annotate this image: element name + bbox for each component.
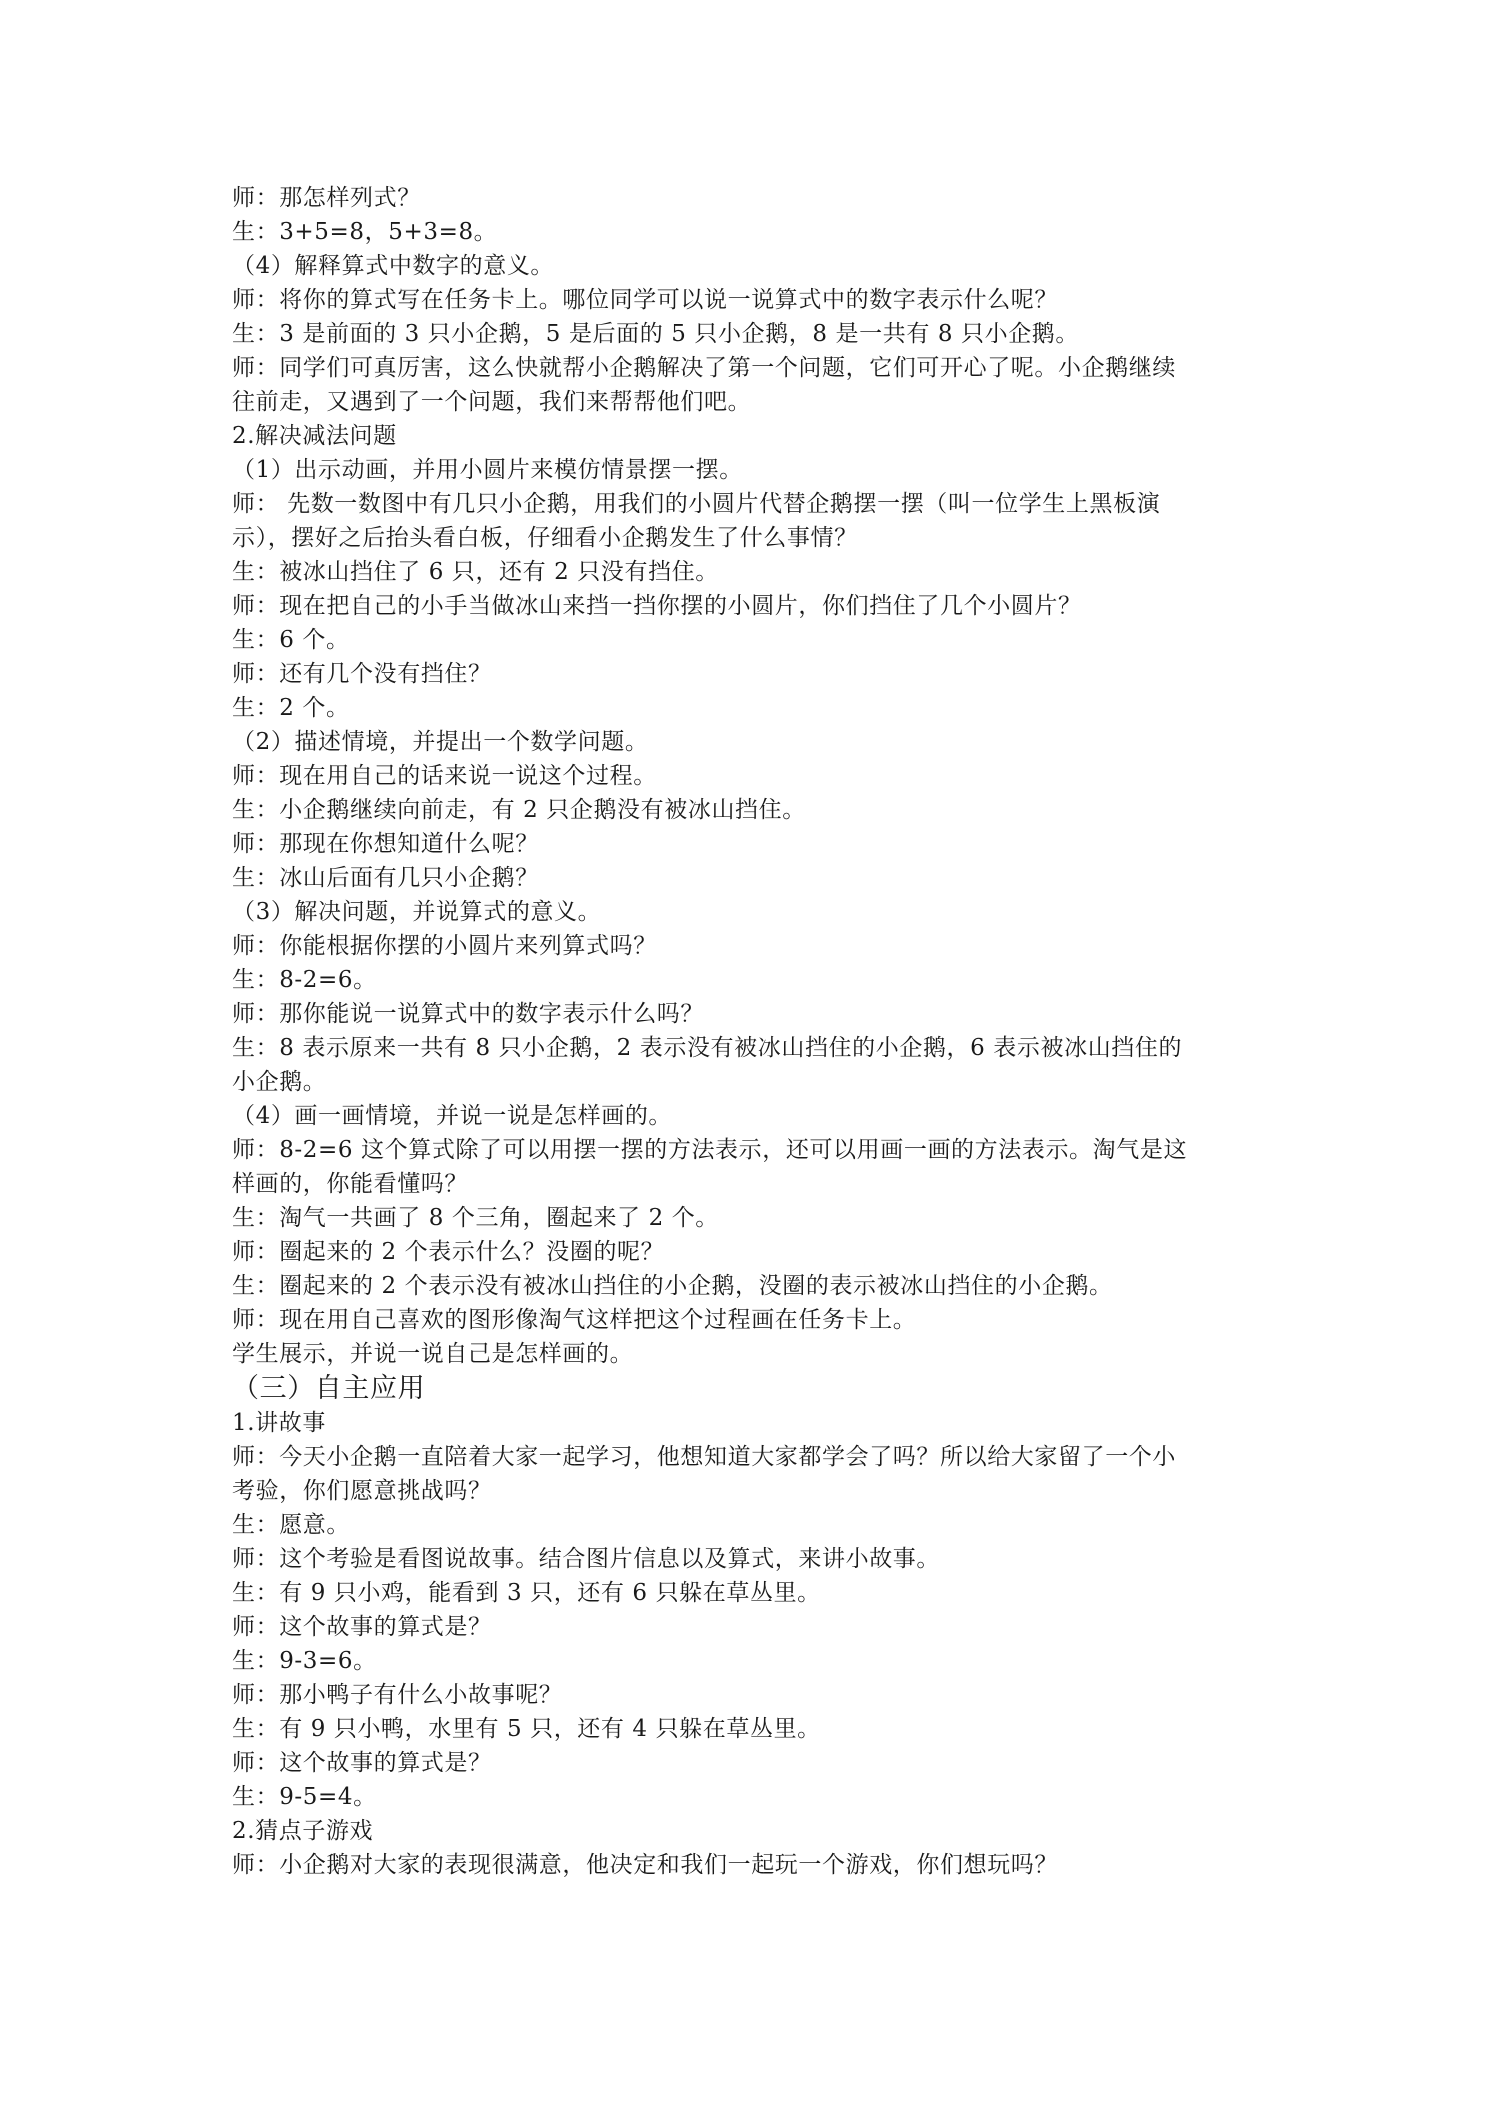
dialogue-line-continued: 考验，你们愿意挑战吗？ (232, 1478, 492, 1504)
dialogue-line: 生：9-3=6。 (232, 1648, 377, 1674)
section-heading: 2.解决减法问题 (232, 423, 397, 449)
dialogue-line: 生：愿意。 (232, 1512, 350, 1538)
step-heading: （4）画一画情境，并说一说是怎样画的。 (232, 1103, 673, 1129)
dialogue-line: 生：9-5=4。 (232, 1784, 377, 1810)
dialogue-line: 师：你能根据你摆的小圆片来列算式吗？ (232, 933, 657, 959)
dialogue-line: 师：那你能说一说算式中的数字表示什么吗？ (232, 1001, 704, 1027)
dialogue-line-continued: 样画的，你能看懂吗？ (232, 1171, 468, 1197)
dialogue-line: 师：那小鸭子有什么小故事呢？ (232, 1682, 563, 1708)
dialogue-line: 师：小企鹅对大家的表现很满意，他决定和我们一起玩一个游戏，你们想玩吗？ (232, 1852, 1058, 1878)
dialogue-line: 生：圈起来的 2 个表示没有被冰山挡住的小企鹅，没圈的表示被冰山挡住的小企鹅。 (232, 1273, 1113, 1299)
narrative-line: 学生展示，并说一说自己是怎样画的。 (232, 1341, 634, 1367)
dialogue-line: 师：那怎样列式？ (232, 185, 421, 211)
dialogue-line-continued: 往前走，又遇到了一个问题，我们来帮帮他们吧。 (232, 389, 752, 415)
step-heading: （1）出示动画，并用小圆片来模仿情景摆一摆。 (232, 457, 743, 483)
dialogue-line: 师：这个考验是看图说故事。结合图片信息以及算式，来讲小故事。 (232, 1546, 940, 1572)
dialogue-line: 生：8-2=6。 (232, 967, 377, 993)
dialogue-line: 生：冰山后面有几只小企鹅？ (232, 865, 539, 891)
dialogue-line: 生：小企鹅继续向前走，有 2 只企鹅没有被冰山挡住。 (232, 797, 806, 823)
dialogue-line: 生：有 9 只小鸭，水里有 5 只，还有 4 只躲在草丛里。 (232, 1716, 821, 1742)
dialogue-line: 师：现在用自己的话来说一说这个过程。 (232, 763, 657, 789)
dialogue-line: 生：被冰山挡住了 6 只，还有 2 只没有挡住。 (232, 559, 719, 585)
dialogue-line: 生：淘气一共画了 8 个三角，圈起来了 2 个。 (232, 1205, 719, 1231)
part-heading: （三）自主应用 (232, 1373, 426, 1404)
dialogue-line: 师：现在把自己的小手当做冰山来挡一挡你摆的小圆片，你们挡住了几个小圆片？ (232, 593, 1082, 619)
dialogue-line: 师：圈起来的 2 个表示什么？没圈的呢？ (232, 1239, 665, 1265)
dialogue-line: 师：将你的算式写在任务卡上。哪位同学可以说一说算式中的数字表示什么呢？ (232, 287, 1058, 313)
dialogue-line: 师：现在用自己喜欢的图形像淘气这样把这个过程画在任务卡上。 (232, 1307, 917, 1333)
dialogue-line: 师： 先数一数图中有几只小企鹅，用我们的小圆片代替企鹅摆一摆（叫一位学生上黑板演 (232, 491, 1161, 517)
dialogue-line: 师：这个故事的算式是？ (232, 1750, 492, 1776)
dialogue-line: 生：3+5=8，5+3=8。 (232, 219, 498, 245)
dialogue-line: 生：2 个。 (232, 695, 350, 721)
dialogue-line: 师：那现在你想知道什么呢？ (232, 831, 539, 857)
dialogue-line: 师：同学们可真厉害，这么快就帮小企鹅解决了第一个问题，它们可开心了呢。小企鹅继续 (232, 355, 1176, 381)
dialogue-line: 生：3 是前面的 3 只小企鹅，5 是后面的 5 只小企鹅，8 是一共有 8 只小企鹅。 (232, 321, 1079, 347)
step-heading: （3）解决问题，并说算式的意义。 (232, 899, 602, 925)
dialogue-line-continued: 示），摆好之后抬头看白板，仔细看小企鹅发生了什么事情？ (232, 525, 858, 551)
section-heading: 2.猜点子游戏 (232, 1818, 374, 1844)
dialogue-line: 生：6 个。 (232, 627, 350, 653)
step-heading: （4）解释算式中数字的意义。 (232, 253, 555, 279)
document-page (232, 181, 1272, 1882)
dialogue-line: 师：还有几个没有挡住？ (232, 661, 492, 687)
dialogue-line: 师：8-2=6 这个算式除了可以用摆一摆的方法表示，还可以用画一画的方法表示。淘气是这 (232, 1137, 1188, 1163)
dialogue-line-continued: 小企鹅。 (232, 1069, 327, 1095)
dialogue-line: 师：这个故事的算式是？ (232, 1614, 492, 1640)
dialogue-line: 师：今天小企鹅一直陪着大家一起学习，他想知道大家都学会了吗？所以给大家留了一个小 (232, 1444, 1176, 1470)
step-heading: （2）描述情境，并提出一个数学问题。 (232, 729, 649, 755)
section-heading: 1.讲故事 (232, 1410, 326, 1436)
dialogue-line: 生：8 表示原来一共有 8 只小企鹅，2 表示没有被冰山挡住的小企鹅，6 表示被冰山挡住的 (232, 1035, 1183, 1061)
dialogue-line: 生：有 9 只小鸡，能看到 3 只，还有 6 只躲在草丛里。 (232, 1580, 821, 1606)
